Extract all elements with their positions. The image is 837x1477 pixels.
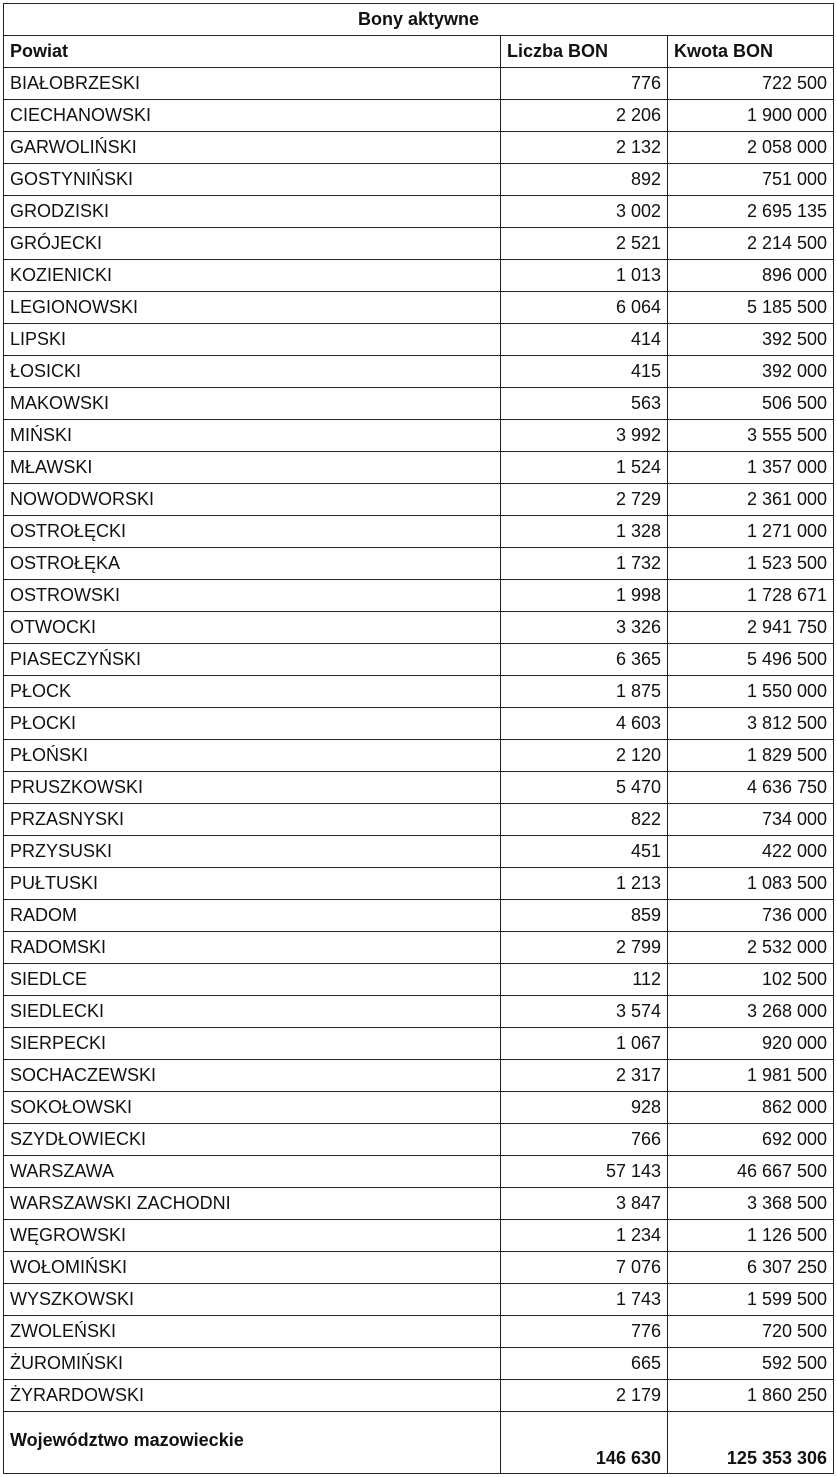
row-liczba: 1 213 [501,868,668,900]
row-kwota: 5 496 500 [668,644,834,676]
row-liczba: 822 [501,804,668,836]
row-kwota: 751 000 [668,164,834,196]
row-kwota: 392 500 [668,324,834,356]
row-kwota: 722 500 [668,68,834,100]
row-powiat: ZWOLEŃSKI [4,1316,501,1348]
row-powiat: WARSZAWSKI ZACHODNI [4,1188,501,1220]
table-row [4,100,834,132]
table-row [4,164,834,196]
table-row [4,868,834,900]
row-kwota: 1 860 250 [668,1380,834,1412]
table-row [4,260,834,292]
row-powiat: PUŁTUSKI [4,868,501,900]
row-powiat: CIECHANOWSKI [4,100,501,132]
row-powiat: SOKOŁOWSKI [4,1092,501,1124]
row-kwota: 1 728 671 [668,580,834,612]
row-liczba: 563 [501,388,668,420]
row-powiat: ŻUROMIŃSKI [4,1348,501,1380]
table-row [4,356,834,388]
row-liczba: 6 064 [501,292,668,324]
row-kwota: 6 307 250 [668,1252,834,1284]
row-powiat: SIEDLECKI [4,996,501,1028]
row-liczba: 57 143 [501,1156,668,1188]
row-powiat: PŁOCK [4,676,501,708]
row-kwota: 1 599 500 [668,1284,834,1316]
row-liczba: 2 179 [501,1380,668,1412]
row-powiat: PŁOŃSKI [4,740,501,772]
row-powiat: OTWOCKI [4,612,501,644]
row-liczba: 4 603 [501,708,668,740]
row-liczba: 1 234 [501,1220,668,1252]
row-powiat: GRODZISKI [4,196,501,228]
column-header-kwota: Kwota BON [668,36,834,68]
row-kwota: 896 000 [668,260,834,292]
row-kwota: 692 000 [668,1124,834,1156]
row-liczba: 112 [501,964,668,996]
row-kwota: 862 000 [668,1092,834,1124]
row-kwota: 2 532 000 [668,932,834,964]
row-kwota: 1 550 000 [668,676,834,708]
title-row [4,4,834,36]
row-liczba: 1 067 [501,1028,668,1060]
row-powiat: PIASECZYŃSKI [4,644,501,676]
row-kwota: 3 812 500 [668,708,834,740]
row-liczba: 5 470 [501,772,668,804]
row-powiat: SIERPECKI [4,1028,501,1060]
row-kwota: 1 357 000 [668,452,834,484]
table-row [4,676,834,708]
row-powiat: LEGIONOWSKI [4,292,501,324]
row-powiat: OSTROŁĘKA [4,548,501,580]
row-kwota: 1 900 000 [668,100,834,132]
table-row [4,932,834,964]
table-row [4,484,834,516]
row-liczba: 2 317 [501,1060,668,1092]
row-kwota: 2 361 000 [668,484,834,516]
row-kwota: 736 000 [668,900,834,932]
row-liczba: 2 120 [501,740,668,772]
row-kwota: 5 185 500 [668,292,834,324]
row-kwota: 2 058 000 [668,132,834,164]
row-powiat: ŻYRARDOWSKI [4,1380,501,1412]
row-powiat: ŁOSICKI [4,356,501,388]
table-row [4,964,834,996]
row-powiat: GRÓJECKI [4,228,501,260]
row-liczba: 2 799 [501,932,668,964]
row-liczba: 1 524 [501,452,668,484]
row-powiat: MŁAWSKI [4,452,501,484]
table-row [4,1060,834,1092]
row-liczba: 2 132 [501,132,668,164]
row-kwota: 720 500 [668,1316,834,1348]
row-kwota: 3 268 000 [668,996,834,1028]
table-title: Bony aktywne [4,4,834,36]
table-row [4,1316,834,1348]
row-powiat: LIPSKI [4,324,501,356]
row-liczba: 928 [501,1092,668,1124]
row-kwota: 592 500 [668,1348,834,1380]
table-row [4,324,834,356]
table-row [4,452,834,484]
row-kwota: 920 000 [668,1028,834,1060]
column-header-liczba: Liczba BON [501,36,668,68]
row-kwota: 3 368 500 [668,1188,834,1220]
row-liczba: 2 206 [501,100,668,132]
row-kwota: 2 941 750 [668,612,834,644]
row-powiat: PRZYSUSKI [4,836,501,868]
row-powiat: WARSZAWA [4,1156,501,1188]
table-row [4,132,834,164]
table-row [4,196,834,228]
table-row [4,420,834,452]
row-powiat: SOCHACZEWSKI [4,1060,501,1092]
row-liczba: 2 729 [501,484,668,516]
table-body [4,68,834,1412]
table-row [4,772,834,804]
row-powiat: RADOM [4,900,501,932]
bony-table [3,3,834,1474]
table-row [4,1220,834,1252]
row-kwota: 1 083 500 [668,868,834,900]
row-kwota: 734 000 [668,804,834,836]
row-powiat: MIŃSKI [4,420,501,452]
row-liczba: 1 743 [501,1284,668,1316]
row-liczba: 776 [501,1316,668,1348]
row-liczba: 414 [501,324,668,356]
row-powiat: RADOMSKI [4,932,501,964]
row-powiat: OSTROŁĘCKI [4,516,501,548]
row-powiat: GARWOLIŃSKI [4,132,501,164]
row-kwota: 392 000 [668,356,834,388]
table-row [4,836,834,868]
row-powiat: WOŁOMIŃSKI [4,1252,501,1284]
column-header-powiat: Powiat [4,36,501,68]
row-kwota: 3 555 500 [668,420,834,452]
row-liczba: 3 847 [501,1188,668,1220]
table-row [4,228,834,260]
table-row [4,708,834,740]
table-row [4,804,834,836]
row-liczba: 859 [501,900,668,932]
table-row [4,612,834,644]
row-liczba: 3 002 [501,196,668,228]
row-liczba: 7 076 [501,1252,668,1284]
header-row [4,36,834,68]
row-kwota: 1 271 000 [668,516,834,548]
row-liczba: 2 521 [501,228,668,260]
row-powiat: WYSZKOWSKI [4,1284,501,1316]
total-count: 146 630 [501,1412,668,1474]
table-row [4,740,834,772]
table-row [4,1124,834,1156]
row-liczba: 1 732 [501,548,668,580]
table-row [4,1348,834,1380]
row-kwota: 1 523 500 [668,548,834,580]
row-powiat: OSTROWSKI [4,580,501,612]
row-powiat: SIEDLCE [4,964,501,996]
row-powiat: GOSTYNIŃSKI [4,164,501,196]
row-powiat: BIAŁOBRZESKI [4,68,501,100]
table-row [4,996,834,1028]
table-row [4,1156,834,1188]
row-kwota: 1 981 500 [668,1060,834,1092]
table-row [4,1028,834,1060]
row-liczba: 3 992 [501,420,668,452]
table-row [4,1380,834,1412]
row-liczba: 415 [501,356,668,388]
total-row [4,1412,834,1474]
row-powiat: WĘGROWSKI [4,1220,501,1252]
row-powiat: PRZASNYSKI [4,804,501,836]
row-kwota: 102 500 [668,964,834,996]
row-powiat: MAKOWSKI [4,388,501,420]
table-row [4,516,834,548]
row-powiat: PŁOCKI [4,708,501,740]
row-liczba: 1 998 [501,580,668,612]
row-liczba: 665 [501,1348,668,1380]
table-row [4,388,834,420]
table-row [4,292,834,324]
row-kwota: 4 636 750 [668,772,834,804]
row-kwota: 506 500 [668,388,834,420]
row-liczba: 1 013 [501,260,668,292]
row-liczba: 1 875 [501,676,668,708]
row-kwota: 46 667 500 [668,1156,834,1188]
table-row [4,644,834,676]
row-kwota: 1 126 500 [668,1220,834,1252]
row-liczba: 3 574 [501,996,668,1028]
row-liczba: 766 [501,1124,668,1156]
row-kwota: 1 829 500 [668,740,834,772]
table-row [4,548,834,580]
table-row [4,1284,834,1316]
row-powiat: SZYDŁOWIECKI [4,1124,501,1156]
row-kwota: 422 000 [668,836,834,868]
table-row [4,900,834,932]
row-powiat: PRUSZKOWSKI [4,772,501,804]
row-powiat: KOZIENICKI [4,260,501,292]
table-row [4,1252,834,1284]
table-row [4,580,834,612]
row-liczba: 6 365 [501,644,668,676]
row-liczba: 892 [501,164,668,196]
row-powiat: NOWODWORSKI [4,484,501,516]
table-row [4,1092,834,1124]
row-liczba: 1 328 [501,516,668,548]
row-liczba: 451 [501,836,668,868]
row-liczba: 776 [501,68,668,100]
row-kwota: 2 214 500 [668,228,834,260]
table-row [4,68,834,100]
row-liczba: 3 326 [501,612,668,644]
row-kwota: 2 695 135 [668,196,834,228]
total-label: Województwo mazowieckie [4,1412,501,1474]
total-amount: 125 353 306 [668,1412,834,1474]
table-row [4,1188,834,1220]
